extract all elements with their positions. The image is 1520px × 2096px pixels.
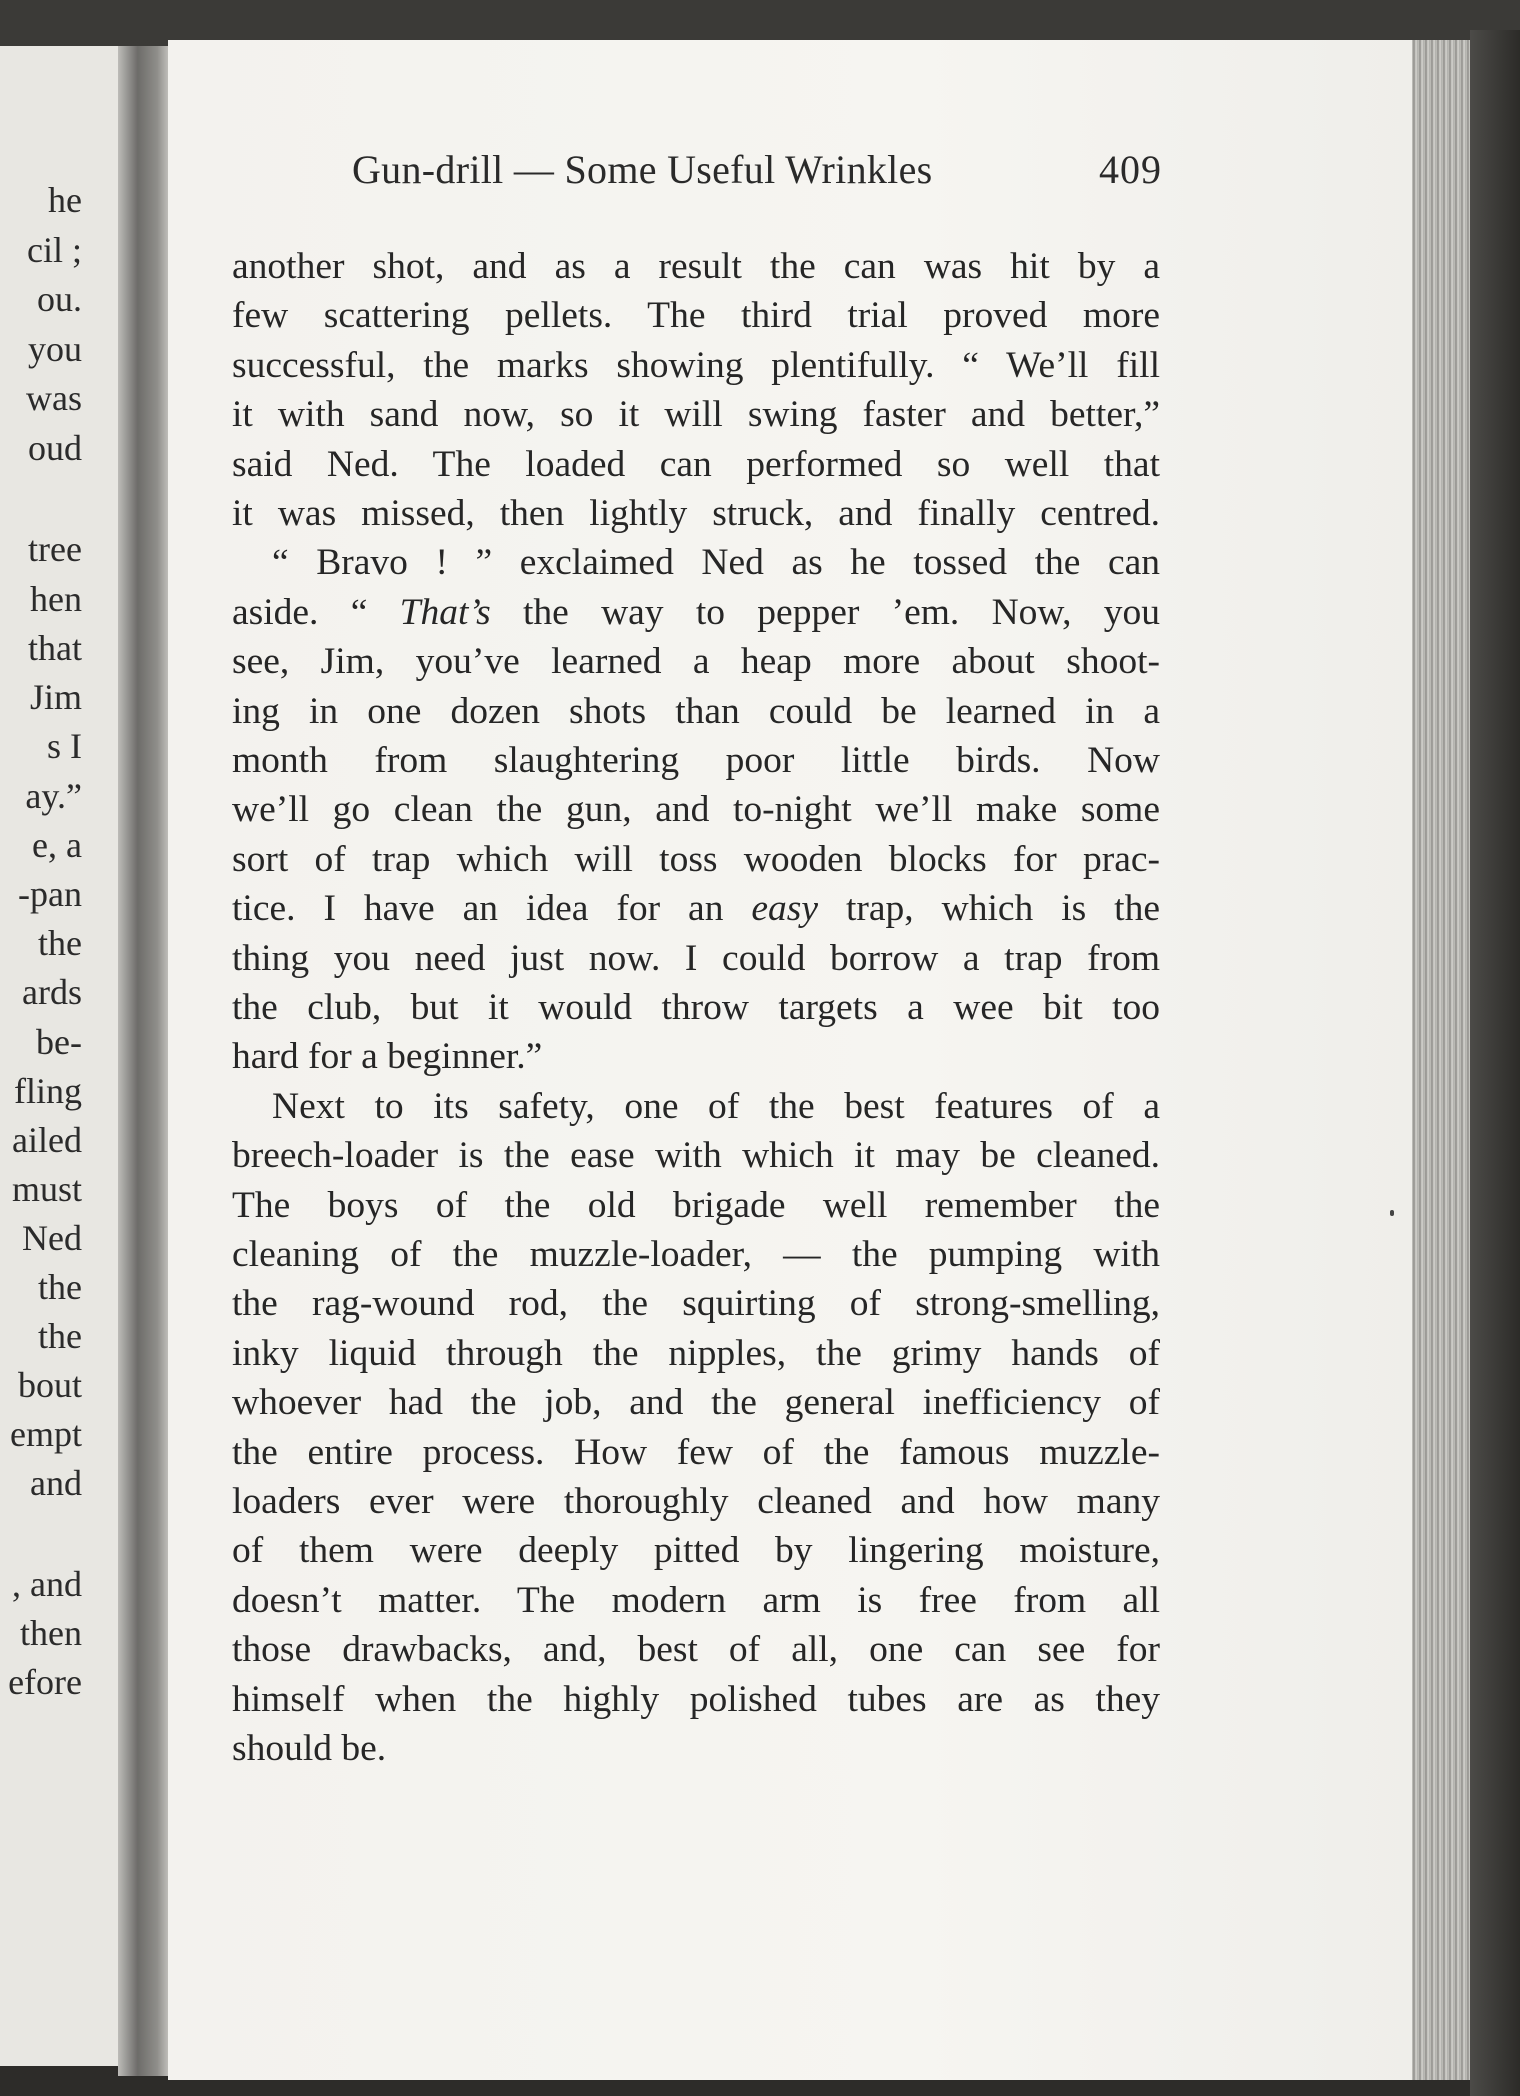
left-page-text-fragment: you (28, 329, 82, 369)
body-line: of them were deeply pitted by lingering moisture, (232, 1530, 1160, 1572)
left-page-text-fragment: ay.” (25, 776, 82, 816)
left-page-text-fragment: the (38, 1316, 82, 1356)
body-line: it with sand now, so it will swing faster and better,” (232, 394, 1160, 436)
body-line: it was missed, then lightly struck, and finally centred. (232, 493, 1160, 534)
left-page-text-fragment: and (30, 1463, 82, 1503)
left-page-text-fragment: hen (30, 579, 82, 619)
body-line: said Ned. The loaded can performed so well that (232, 443, 1160, 485)
left-page-text-fragment: must (11, 1169, 82, 1209)
body-line: month from slaughtering poor little birds. Now (232, 740, 1160, 781)
left-page-text-fragment: be- (36, 1022, 82, 1062)
body-line: the entire process. How few of the famous muzzle- (232, 1431, 1160, 1473)
left-page-text-fragment: cil ; (27, 230, 82, 270)
body-line: few scattering pellets. The third trial proved more (232, 295, 1160, 337)
body-line: see, Jim, you’ve learned a heap more about shoot- (232, 641, 1160, 683)
running-head-title: Gun-drill — Some Useful Wrinkles (352, 147, 933, 192)
body-line: the club, but it would throw targets a wee bit too (232, 987, 1160, 1028)
left-page-text-fragment: that (28, 628, 82, 668)
left-page-text-fragment: the (38, 1267, 82, 1307)
left-page-text-fragment: oud (28, 428, 82, 468)
left-page-text-fragment: bout (17, 1365, 82, 1405)
body-line: should be. (232, 1728, 387, 1769)
left-page-text-fragment: -pan (18, 874, 82, 914)
body-line: tice. I have an idea for an easy trap, which is the (232, 888, 1160, 930)
body-line: loaders ever were thoroughly cleaned and how many (232, 1481, 1160, 1522)
page-number: 409 (1099, 147, 1162, 192)
left-page-text-fragment: s I (47, 726, 82, 766)
left-page-text-fragment: Ned (22, 1218, 82, 1258)
body-line: inky liquid through the nipples, the grimy hands of (232, 1332, 1160, 1374)
page-edges (1412, 40, 1472, 2080)
left-page-text-fragment: ailed (12, 1120, 82, 1160)
left-page-text-fragment: empt (10, 1414, 82, 1454)
body-line: aside. “ That’s the way to pepper ’em. Now, you (232, 591, 1160, 633)
body-line: breech-loader is the ease with which it may be cleaned. (232, 1135, 1160, 1177)
cover-edge (1470, 30, 1520, 2096)
left-page-text-fragment: tree (28, 529, 82, 569)
left-page-text-fragment: Jim (29, 677, 82, 717)
body-line: ing in one dozen shots than could be learned in a (232, 690, 1160, 732)
left-page-text-fragment: efore (8, 1662, 82, 1702)
body-line: successful, the marks showing plentifully. “ We’ll fill (232, 344, 1160, 386)
left-page-text-fragment: was (26, 378, 82, 418)
body-line: whoever had the job, and the general inefficiency of (232, 1382, 1160, 1424)
left-page-text-fragment: ards (22, 972, 82, 1012)
left-page-text-fragment: e, a (32, 825, 82, 865)
body-line: the rag-wound rod, the squirting of strong-smelling, (232, 1283, 1160, 1325)
body-line: Next to its safety, one of the best features of a (272, 1085, 1160, 1127)
body-line: The boys of the old brigade well remember the (232, 1184, 1160, 1226)
body-line: “ Bravo ! ” exclaimed Ned as he tossed the can (272, 542, 1160, 584)
left-page-text-fragment: fling (14, 1071, 82, 1111)
body-line: himself when the highly polished tubes are as they (232, 1678, 1160, 1720)
body-line: those drawbacks, and, best of all, one can see for (232, 1629, 1160, 1671)
body-line: thing you need just now. I could borrow a trap from (232, 937, 1160, 979)
body-line: another shot, and as a result the can was hit by a (232, 246, 1160, 287)
left-page-text-fragment: ou. (37, 279, 82, 319)
left-page-text-fragment: the (38, 923, 82, 963)
running-head (352, 146, 1162, 193)
page-gutter (118, 46, 174, 2076)
left-page-text-fragment: , and (12, 1564, 82, 1604)
left-page-text-fragment: he (48, 180, 82, 220)
body-line: cleaning of the muzzle-loader, — the pumping with (232, 1234, 1160, 1275)
scan-speck (1390, 1210, 1394, 1216)
body-line: we’ll go clean the gun, and to-night we’ll make some (232, 789, 1160, 831)
body-line: doesn’t matter. The modern arm is free from all (232, 1579, 1160, 1621)
left-page-text-fragment: then (20, 1613, 82, 1653)
body-line: sort of trap which will toss wooden blocks for prac- (232, 838, 1160, 880)
body-line: hard for a beginner.” (232, 1036, 543, 1078)
